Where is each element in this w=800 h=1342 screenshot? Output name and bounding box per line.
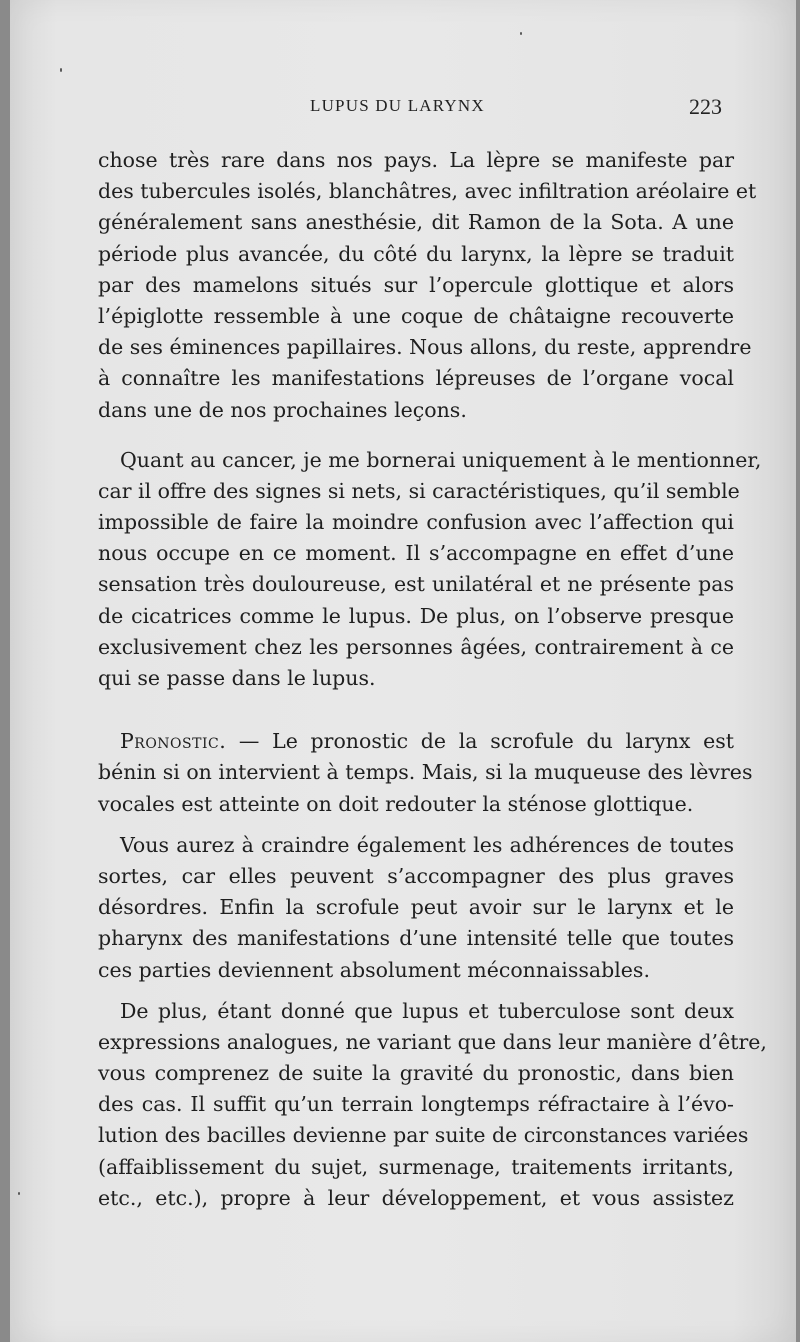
text-line: De plus, étant donné que lupus et tuberculose sont deux [120,998,734,1023]
text-line: bénin si on intervient à temps. Mais, si la muqueuse des lèvres [98,760,753,785]
page-header [10,96,796,126]
paper-speck [520,32,522,35]
page-number: 223 [689,94,722,119]
text-line: qui se passe dans le lupus. [98,666,376,690]
text-line [98,726,734,757]
paragraph [98,726,753,820]
text-line: dans une de nos prochaines leçons. [98,397,467,422]
book-page [10,0,796,1342]
heading-continuation: — Le pronostic de la scrofule du larynx est [226,729,734,754]
text-line: Vous aurez à craindre également les adhérences de toutes [120,832,734,857]
text-line: des cas. Il suffit qu’un terrain longtemps réfractaire à l’évo- [98,1092,734,1117]
text-line: lution des bacilles devienne par suite de circonstances variées [98,1123,749,1148]
text-line: Quant au cancer, je me bornerai uniquement à le mentionner, [120,447,762,472]
paragraph [98,145,757,426]
paragraph [98,830,734,986]
running-title: LUPUS DU LARYNX [310,96,485,115]
text-line: période plus avancée, du côté du larynx, la lèpre se traduit [98,241,734,266]
text-line: impossible de faire la moindre confusion avec l’affection qui [98,510,734,535]
text-line: sensation très douloureuse, est unilatéral et ne présente pas [98,572,734,597]
text-line: vous comprenez de suite la gravité du pronostic, dans bien [98,1061,734,1086]
text-line: exclusivement chez les personnes âgées, contrairement à ce [98,634,734,659]
paragraph [98,996,767,1214]
text-line: expressions analogues, ne variant que dans leur manière d’être, [98,1029,767,1054]
text-line: par des mamelons situés sur l’opercule glottique et alors [98,272,734,297]
text-line: désordres. Enfin la scrofule peut avoir sur le larynx et le [98,895,734,920]
text-line: de ses éminences papillaires. Nous allons, du reste, apprendre [98,335,752,360]
text-line: l’épiglotte ressemble à une coque de châtaigne recouverte [98,303,734,328]
body-text [98,145,767,1214]
text-line: des tubercules isolés, blanchâtres, avec infiltration aréolaire et [98,179,757,204]
text-line: nous occupe en ce moment. Il s’accompagne en effet d’une [98,541,734,566]
text-line: (affaiblissement du sujet, surmenage, traitements irritants, [98,1154,734,1179]
text-line: etc., etc.), propre à leur développement, et vous assistez [98,1185,734,1210]
text-line: généralement sans anesthésie, dit Ramon de la Sota. A une [98,210,734,235]
paragraph [98,445,762,695]
text-line: vocales est atteinte on doit redouter la sténose glottique. [98,791,694,816]
text-line: chose très rare dans nos pays. La lèpre se manifeste par [98,148,734,172]
text-line: sortes, car elles peuvent s’accompagner des plus graves [98,863,734,888]
text-line: pharynx des manifestations d’une intensité telle que toutes [98,926,734,951]
text-line: de cicatrices comme le lupus. De plus, on l’observe presque [98,603,734,628]
paper-speck [60,68,62,72]
text-line: à connaître les manifestations lépreuses de l’organe vocal [98,366,734,391]
text-line: ces parties deviennent absolument méconnaissables. [98,957,650,982]
paper-speck [18,1192,20,1195]
text-line: car il offre des signes si nets, si caractéristiques, qu’il semble [98,478,740,503]
section-heading: Pronostic. [120,729,227,754]
